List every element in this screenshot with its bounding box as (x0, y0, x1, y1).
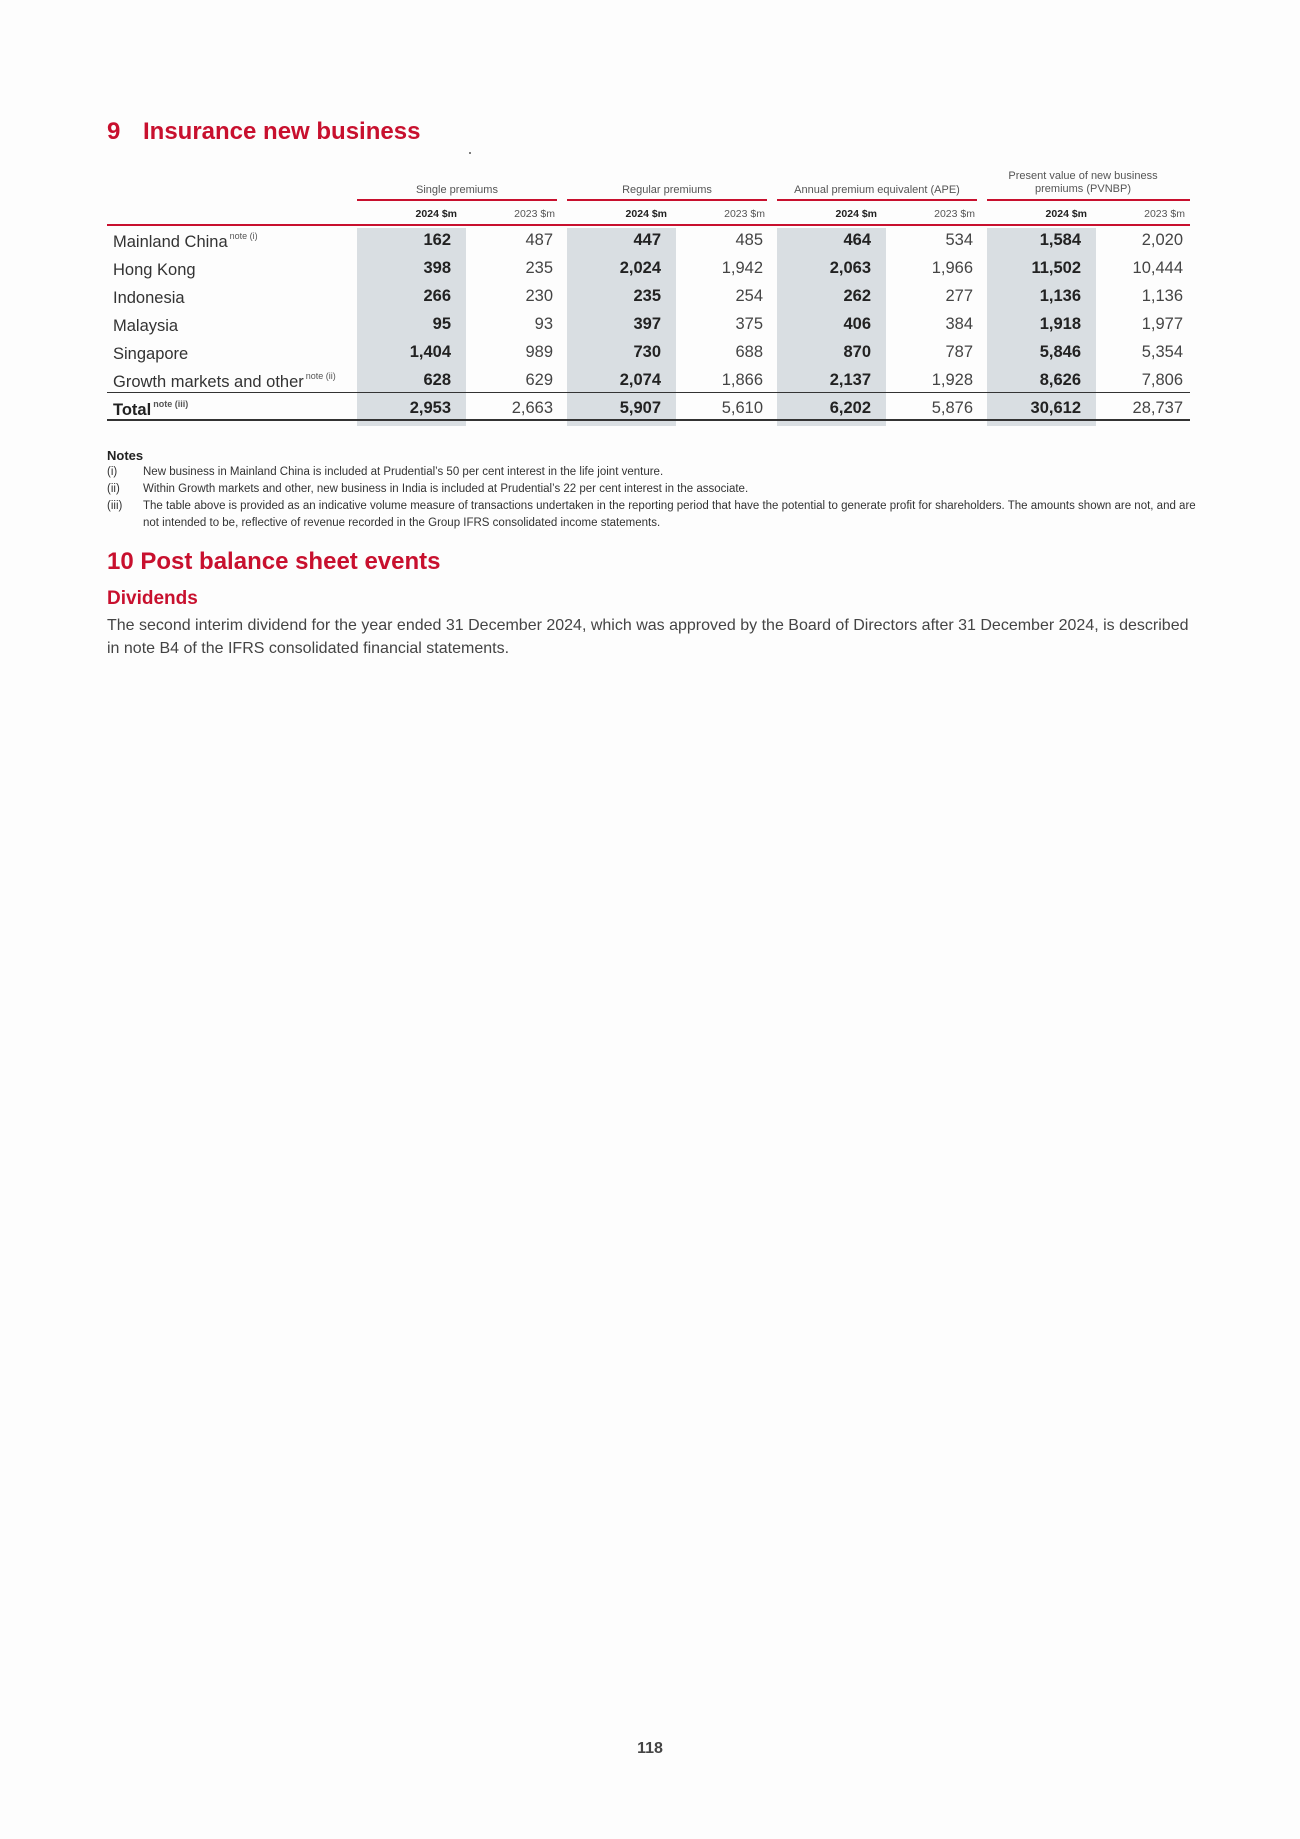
table-cell: 534 (945, 231, 973, 249)
table-cell: 7,806 (1141, 371, 1183, 389)
table-cell: 30,612 (1030, 399, 1081, 417)
table-cell: 8,626 (1039, 371, 1081, 389)
row-label: Malaysia (113, 317, 179, 335)
table-row (107, 339, 1190, 367)
group-header-single: Single premiums (416, 184, 498, 196)
row-label: Hong Kong (113, 261, 196, 279)
table-cell: 10,444 (1132, 259, 1183, 277)
note-item (107, 498, 1197, 532)
table-cell: 485 (735, 231, 763, 249)
table-cell: 93 (534, 315, 553, 333)
year-header-pvnbp-2024: 2024 $m (1045, 208, 1087, 220)
table-cell: 2,020 (1141, 231, 1183, 249)
table-cell: 235 (633, 287, 661, 305)
page-number: 118 (637, 1740, 663, 1757)
table-cell: 628 (423, 371, 451, 389)
note-text: Within Growth markets and other, new business in India is included at Prudential’s 22 per cent interest in the associate. (143, 483, 749, 495)
year-header-regular-2024: 2024 $m (625, 208, 667, 220)
note-marker: (i) (107, 466, 118, 478)
table-cell: 254 (735, 287, 763, 305)
row-label: Growth markets and other $^{note (ii)}$ (113, 371, 336, 391)
note-text: New business in Mainland China is included at Prudential’s 50 per cent interest in the life joint venture. (143, 466, 664, 478)
group-rule-ape (777, 199, 977, 201)
note-item (107, 481, 1197, 498)
table-row (107, 255, 1190, 283)
row-label: Mainland China $^{note (i)}$ (113, 231, 258, 251)
section-9-number: 9 (107, 118, 121, 145)
table-cell: 2,024 (619, 259, 661, 277)
table-cell: 1,404 (409, 343, 451, 361)
table-cell: 464 (843, 231, 871, 249)
total-label: Total $^{note (iii)}$ (113, 399, 189, 419)
total-rule-bottom (107, 419, 1190, 421)
year-header-single-2023: 2023 $m (514, 208, 555, 220)
table-cell: 406 (843, 315, 871, 333)
table-cell: 5,846 (1039, 343, 1081, 361)
table-cell: 787 (945, 343, 973, 361)
table-cell: 2,063 (829, 259, 871, 277)
table-cell: 398 (423, 259, 451, 277)
table-row (107, 367, 1190, 395)
table-cell: 1,584 (1039, 231, 1081, 249)
table-cell: 5,907 (619, 399, 661, 417)
table-cell: 2,663 (511, 399, 553, 417)
section-9-title: Insurance new business (143, 118, 421, 145)
table-cell: 5,354 (1141, 343, 1183, 361)
table-cell: 1,136 (1039, 287, 1081, 305)
year-header-pvnbp-2023: 2023 $m (1144, 208, 1185, 220)
table-cell: 1,977 (1141, 315, 1183, 333)
section-10-heading: 10 Post balance sheet events (107, 548, 441, 575)
year-header-ape-2023: 2023 $m (934, 208, 975, 220)
table-cell: 266 (423, 287, 451, 305)
table-cell: 95 (432, 315, 451, 333)
table-cell: 375 (735, 315, 763, 333)
section-9-heading (107, 118, 420, 146)
table-cell: 6,202 (829, 399, 871, 417)
table-cell: 1,966 (931, 259, 973, 277)
note-text: The table above is provided as an indicative volume measure of transactions undertaken in the reporting period that have the potential to generate profit for shareholders. The amounts shown are not, and are not intended to be, reflective of revenue recorded in the Group IFRS consolidated income statements. (143, 500, 1196, 529)
table-cell: 277 (945, 287, 973, 305)
table-cell: 989 (525, 343, 553, 361)
year-header-ape-2024: 2024 $m (835, 208, 877, 220)
year-header-single-2024: 2024 $m (415, 208, 457, 220)
table-cell: 688 (735, 343, 763, 361)
table-row (107, 311, 1190, 339)
table-cell: 447 (633, 231, 661, 249)
table-cell: 2,074 (619, 371, 661, 389)
notes-block (107, 447, 1197, 532)
year-header-regular-2023: 2023 $m (724, 208, 765, 220)
table-cell: 2,953 (409, 399, 451, 417)
table-row (107, 283, 1190, 311)
table-cell: 397 (633, 315, 661, 333)
table-cell: 11,502 (1031, 259, 1081, 277)
total-rule-top (107, 392, 1190, 393)
note-item (107, 464, 1197, 481)
row-label: Singapore (113, 345, 189, 363)
table-cell: 629 (525, 371, 553, 389)
note-marker: (ii) (107, 483, 120, 495)
table-cell: 1,136 (1141, 287, 1183, 305)
table-cell: 230 (525, 287, 553, 305)
group-header-regular: Regular premiums (622, 184, 712, 196)
group-rule-pvnbp (987, 199, 1190, 201)
dividends-subheading: Dividends (107, 588, 198, 609)
notes-title: Notes (107, 448, 144, 463)
table-row (107, 227, 1190, 255)
table-cell: 730 (633, 343, 661, 361)
group-header-pvnbp: Present value of new business premiums (PVNBP) (1008, 170, 1158, 195)
group-rule-regular (567, 199, 767, 201)
row-label: Indonesia (113, 289, 185, 307)
table-cell: 1,918 (1039, 315, 1081, 333)
group-header-ape: Annual premium equivalent (APE) (794, 184, 960, 196)
note-marker: (iii) (107, 500, 123, 512)
table-cell: 5,610 (721, 399, 763, 417)
table-cell: 1,942 (721, 259, 763, 277)
table-cell: 262 (843, 287, 871, 305)
header-rule (107, 224, 1190, 226)
table-cell: 870 (843, 343, 871, 361)
table-cell: 487 (525, 231, 553, 249)
dividends-paragraph: The second interim dividend for the year ended 31 December 2024, which was approved by the Board of Directors after 31 December 2024, is described in note B4 of the IFRS consolidated financial statements. (107, 617, 1189, 657)
table-cell: 1,928 (931, 371, 973, 389)
table-cell: 2,137 (829, 371, 871, 389)
table-cell: 235 (525, 259, 553, 277)
group-rule-single (357, 199, 557, 201)
table-cell: 1,866 (721, 371, 763, 389)
table-cell: 5,876 (931, 399, 973, 417)
table-cell: 162 (423, 231, 451, 249)
stray-dot (469, 152, 471, 154)
table-cell: 384 (945, 315, 973, 333)
table-cell: 28,737 (1132, 399, 1183, 417)
